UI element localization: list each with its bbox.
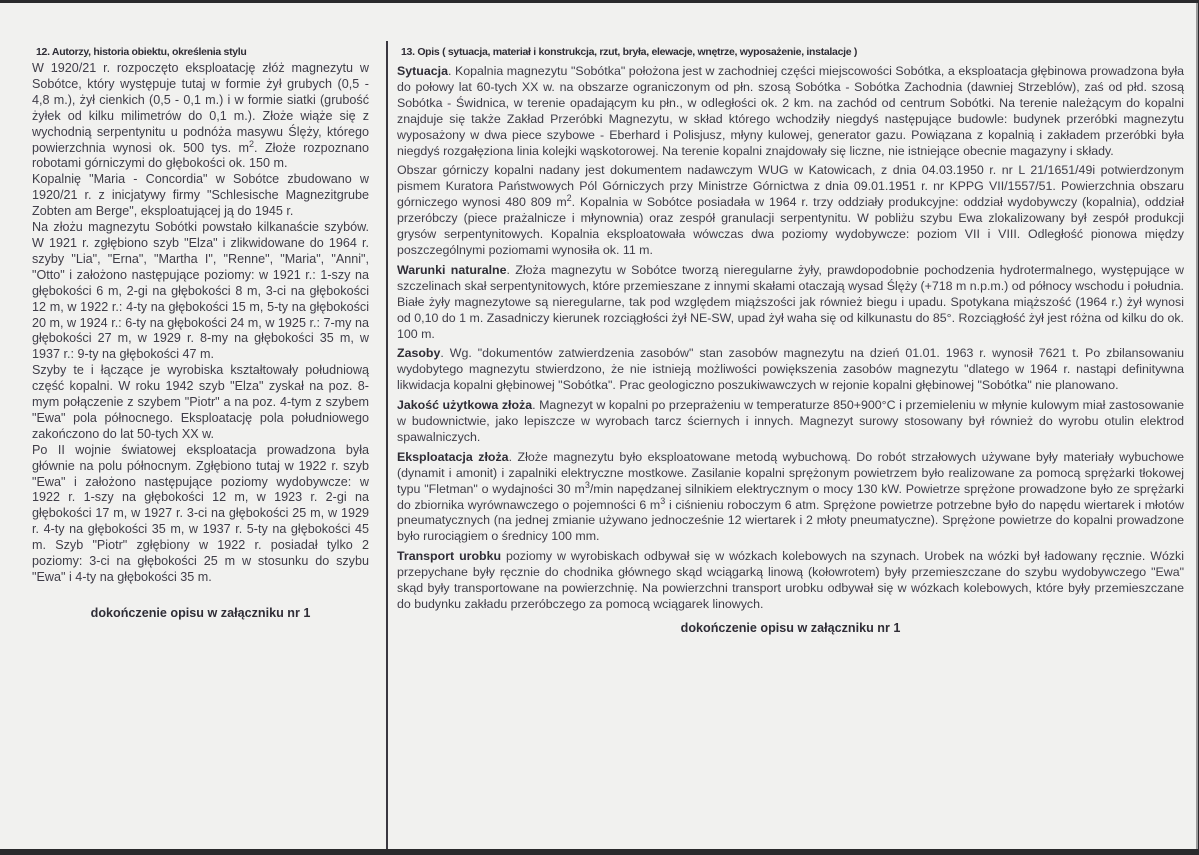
continuation-note-right: dokończenie opisu w załączniku nr 1 [680, 620, 901, 635]
superscript: 3 [584, 479, 590, 490]
history-paragraph-postwar: Po II wojnie światowej eksploatacja prowadzona była głównie na polu północnym. Zgłębiono tutaj w 1922 r. szyb "Ewa" i założono następujące poziomy wydobywcze: w 1922 r. 1-szy na głębokości 12 m, w 1923 r. 2-gi na głębokości 17 m, w 1927 r. 3-ci na głębokości 25 m, w 1929 r. 4-ty na głębokości 35 m, w 1937 r. 5-ty na głębokości 45 m. Szyb "Piotr" zgłębiony w 1922 r. posiadał tylko 2 poziomy: 3-ci na głębokości 25 m w stosunku do szybu "Ewa" i 4-ty na głębokości 35 m. [32, 442, 369, 584]
paragraph-text: . Magnezyt w kopalni po przeprażeniu w temperaturze 850+900°C i przemieleniu w młynie kulowym miał zastosowanie w budownictwie, jako lepiszcze w wyrobach tarcz ściernych i innych. Magnezyt surowy stosowany był również do wyrobu otulin elektrod spawalniczych. [397, 398, 1184, 444]
history-paragraph-southern-field: Szyby te i łączące je wyrobiska kształtowały południową część kopalni. W roku 1942 szyb "Elza" zyskał na poz. 8-mym połączenie z szybem "Piotr" a na poz. 4-tym z szybem "Ewa" pola północnego. Eksploatację pola południowego zakończono do lat 50-tych XX w. [32, 363, 369, 441]
history-paragraph-shafts: Na złożu magnezytu Sobótki powstało kilkanaście szybów. W 1921 r. zgłębiono szyb "Elza" i zlikwidowane do 1964 r. szyby "Lia", "Erna", "Martha I", "Renne", "Maria", "Anni", "Otto" i założono następujące poziomy: w 1921 r.: 1-szy na głębokości 6 m, 2-gi na głębokości 8 m, 3-ci na głębokości 12 m, w 1922 r.: 4-ty na głębokości 15 m, 5-ty na głębokości 20 m, w 1924 r.: 6-ty na głębokości 24 m, w 1925 r.: 7-my na głębokości 27 m, w 1929 r. 8-my na głębokości 35 m, w 1937 r.: 9-ty na głębokości 47 m. [32, 220, 369, 362]
superscript: 3 [660, 495, 666, 506]
superscript: 2 [566, 193, 572, 204]
lead-heading: Warunki naturalne [397, 262, 507, 277]
superscript: 2 [249, 138, 255, 149]
history-paragraph-deposits [32, 61, 369, 172]
paragraph-text: /min napędzanej silnikiem elektrycznym o mocy 130 kW. Powietrze sprężone prowadzone było ze sprężarki do zbiornika wyrównawczego o pojemności 6 m [397, 481, 1184, 512]
paragraph-text: . Złoże rozpoznano robotami górniczymi do głębokości ok. 150 m. [32, 140, 370, 171]
section-12-title: 12. Autorzy, historia obiektu, określenia stylu [36, 46, 247, 58]
paragraph-text: . Złoża magnezytu w Sobótce tworzą nieregularne żyły, prawdopodobnie pochodzenia hydrotermalnego, występujące w szczelinach skał serpentynitowych, które przemieszane z innymi skałami otaczają wysad Ślęży (+718 m n.p.m.) od północy wschodu i południa. Białe żyły magnezytowe są nieregularne, tak pod względem miąższości jak również biegu i upadu. Spotykana miąższość (1964 r.) żył wynosi od 0,10 do 1 m. Zasadniczy kierunek rozciągłości żył NE-SW, upad żył waha się od kilkunastu do 85°. Rozciągłość żył jest różna od kilku do ok. 100 m. [397, 262, 1184, 341]
section-13-column [397, 46, 1184, 635]
continuation-note-left: dokończenie opisu w załączniku nr 1 [90, 605, 311, 620]
lead-heading: Sytuacja [397, 64, 448, 78]
description-deposit-exploitation [397, 450, 1184, 545]
paragraph-text: Obszar górniczy kopalni nadany jest dokumentem nadawczym WUG w Katowicach, z dnia 04.03.1950 r. nr L 21/1651/49i potwierdzonym pismem Kuratora Państwowych Pól Górniczych przy Ministrze Górnictwa z dnia 09.01.1951 r. nr KPPG VII/1557/51. Powierzchnia obszaru górniczego wynosi 480 809 m [397, 163, 1184, 210]
paragraph-text: . Wg. "dokumentów zatwierdzenia zasobów" stan zasobów magnezytu na dzień 01.01. 1963 r. wynosił 7621 t. Po zbilansowaniu wydobytego magnezytu stwierdzono, że nie istnieją możliwości powiększenia zasobów magnezytu "dlatego w 1964 r. nastąpi definitywna likwidacja kopalni głębinowej "Sobótka". Prac geologiczno poszukiwawczych w rejonie kopalni głębinowej "Sobótka" nie planowano. [397, 346, 1184, 393]
description-deposit-quality [397, 398, 1184, 446]
section-12-column [32, 46, 369, 620]
paragraph-text: poziomy w wyrobiskach odbywał się w wózkach kolebowych na szynach. Urobek na wózki był ładowany ręcznie. Wózki przepychane były ręcznie do chodnika głównego skąd wciągarką linową (kołowrotem) były przemieszczane do szybu wydobywczego "Ewa" skąd były transportowane na powierzchnię. Na powierzchni transport urobku odbywał się w wózkach kolebowych, które były przemieszczane do budynku zakładu przeróbczego za pomocą wciągarek linowych. [397, 549, 1184, 611]
lead-heading: Zasoby [397, 346, 441, 361]
description-reserves [397, 346, 1184, 394]
paragraph-text: . Kopalnia w Sobótce posiadała w 1964 r. trzy oddziały produkcyjne: oddział wydobywczy (kopalnia), oddział przeróbczy (piece prażalnicze i młynownia) oraz zespół granulacji serpentynitu. W pobliżu szybu Ewa zlokalizowany był zespół produkcji grysów serpentynitowych. Kopalnia eksploatowała wówczas dwa poziomy wydobywcze: poziom VII i VIII. Odległość pionowa między poszczególnymi poziomami wynosiła ok. 11 m. [397, 195, 1184, 257]
description-natural-conditions [397, 263, 1184, 343]
document-page [0, 3, 1198, 849]
history-paragraph-mine-construction: Kopalnię "Maria - Concordia" w Sobótce zbudowano w 1920/21 r. z inicjatywy firmy "Schlesische Magnezitgrube Zobten am Berge", eksploatującej ją do 1945 r. [32, 172, 369, 219]
description-situation [397, 64, 1184, 159]
description-mining-area [397, 163, 1184, 258]
lead-heading: Eksploatacja złoża [397, 449, 509, 464]
lead-heading: Transport urobku [397, 549, 502, 564]
paragraph-text: W 1920/21 r. rozpoczęto eksploatację złóż magnezytu w Sobótce, który występuje tutaj w formie żył grubych (0,5 - 4,8 m.), żył cienkich (0,5 - 0,1 m.) i w formie siatki (grubość żyłek od kilku milimetrów do 0,1 m.). Złoże wiąże się z wychodnią serpentynitu u podnóża masywu Ślęży, którego powierzchnia wynosi ok. 500 tys. m [32, 61, 369, 155]
paragraph-text: i ciśnieniu roboczym 6 atm. Sprężone powietrze potrzebne było do napędu wiertarek i młotów pneumatycznych (na jednej zmianie używano jednocześnie 12 wiertarek i 2 młoty pneumatyczne). Sprężone powietrze do kopalni prowadzone było rurociągiem o średnicy 100 mm. [397, 497, 1184, 544]
paragraph-text: . Kopalnia magnezytu "Sobótka" położona jest w zachodniej części miejscowości Sobótka, a eksploatacja głębinowa prowadzona była do połowy lat 60-tych XX w. na obszarze ograniczonym od płn. szosą Sobótka - Sobótka Zachodnia (dawniej Strzeblów), zaś od płd. szosą Sobótka - Świdnica, w terenie opadającym ku płn., w odległości ok. 2 km. na zachód od centrum Sobótki. Na terenie należącym do kopalni znajduje się także Zakład Przeróbki Magnezytu, w skład którego wchodziły niegdyś następujące budowle: budynek przeróbki magnezytu wyposażony w dwa piece szybowe - Eberhard i Polisjusz, młyny kulowej, generator gazu. Powiązana z kopalnią i zakładem przeróbki była niegdyś rozgałęziona linia kolejki wąskotorowej. Na terenie kopalni znajdowały się liczne, nie istniejące obecnie magazyny i składy. [397, 64, 1184, 158]
lead-heading: Jakość użytkowa złoża [397, 398, 533, 413]
description-ore-transport [397, 549, 1184, 613]
column-divider [386, 41, 388, 849]
paragraph-text: . Złoże magnezytu było eksploatowane metodą wybuchową. Do robót strzałowych używane były materiały wybuchowe (dynamit i amonit) i zapalniki elektryczne mostkowe. Zasilanie kopalni sprężonym powietrzem było realizowane za pomocą sprężarki tłokowej typu "Fletman" o wydajności 30 m [397, 449, 1185, 496]
section-13-title: 13. Opis ( sytuacja, materiał i konstrukcja, rzut, bryła, elewacje, wnętrze, wyposażenie, instalacje ) [401, 46, 858, 58]
